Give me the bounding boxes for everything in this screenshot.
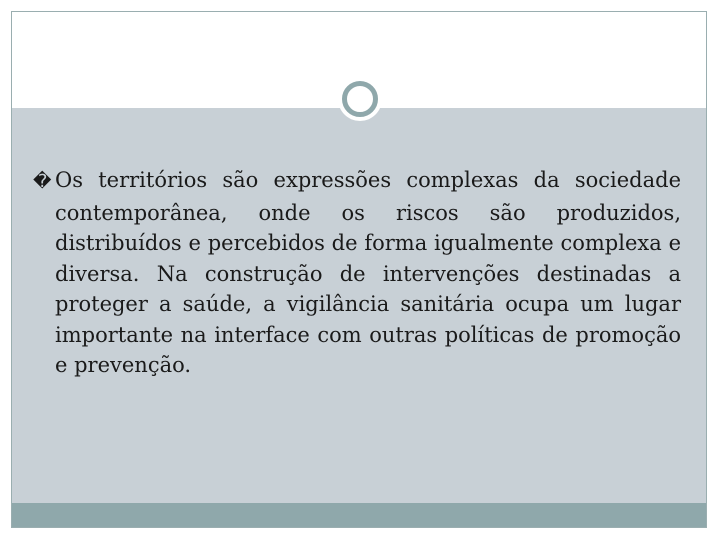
footer-bar [12,503,706,527]
paragraph-text: Os territórios são expressões complexas da sociedade contemporânea, onde os riscos são produzidos, distribuídos e percebidos de forma igualmente complexa e diversa. Na construção de intervenções destinadas a proteger a saúde, a vigilância sanitária ocupa um lugar importante na interface com outras políticas de promoção e prevenção. [55,168,681,377]
bullet-paragraph [33,165,681,381]
bullet-icon: � [33,171,52,192]
circle-ring [342,81,378,117]
circle-ornament-icon [338,77,382,121]
body-text [33,165,681,381]
